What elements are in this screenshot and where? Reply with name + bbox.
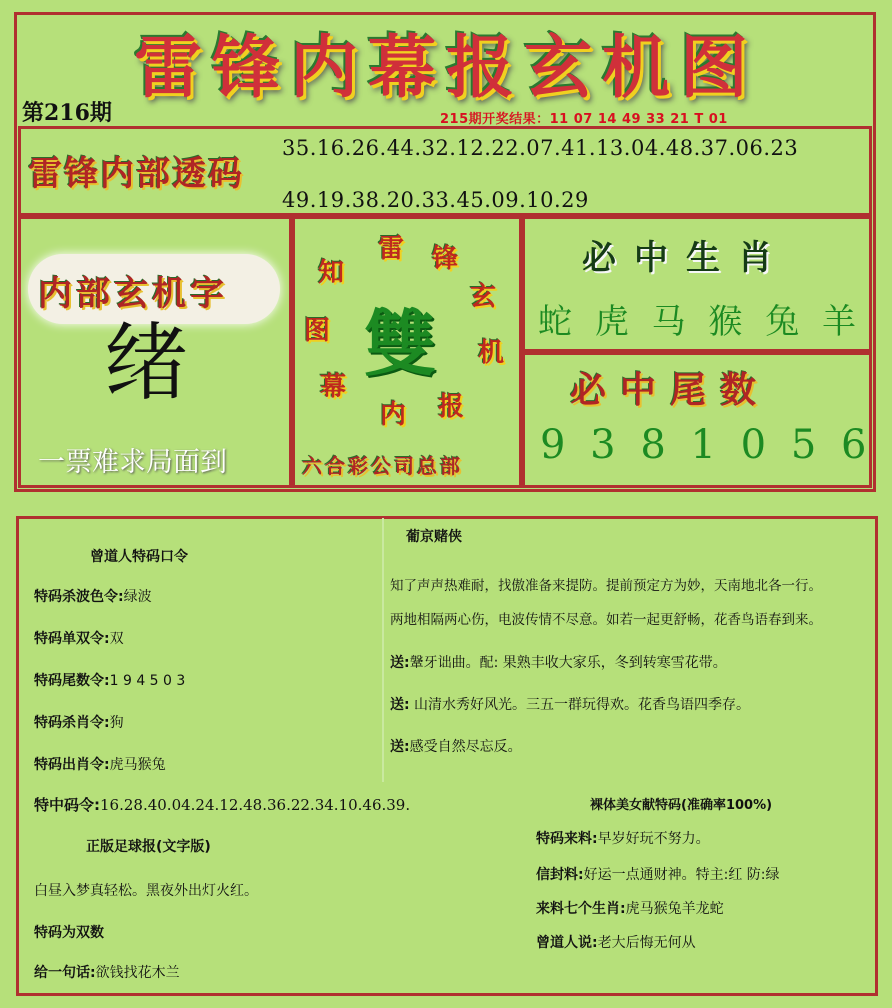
zodiac-values: 蛇 虎 马 猴 兔 羊 <box>538 302 863 342</box>
row-value: 狗 <box>109 715 124 731</box>
football-line: 白昼入梦真轻松。黑夜外出灯火红。 <box>34 883 258 899</box>
row-key: 送: <box>390 697 410 713</box>
left-row <box>34 754 166 774</box>
send-line-3 <box>390 736 522 756</box>
row-key: 送: <box>390 655 410 671</box>
row-key: 特中码令: <box>34 796 100 814</box>
code-row-label: 雷锋内部透码 <box>28 154 244 194</box>
beauty-row <box>536 864 780 884</box>
left-panel-character: 绪 <box>104 314 189 412</box>
code-line-1: 35.16.26.44.32.12.22.07.41.13.04.48.37.06.23 <box>282 136 799 160</box>
code-line-2: 49.19.38.20.33.45.09.10.29 <box>282 188 589 212</box>
right-title: 葡京赌侠 <box>406 529 462 545</box>
ring-char: 报 <box>438 392 465 422</box>
tail-label: 必中尾数 <box>570 369 771 411</box>
poem-line-1: 知了声声热难耐，找傲准备来提防。提前预定方为妙，天南地北各一行。 <box>390 578 822 594</box>
page-title: 雷锋内幕报玄机图 <box>133 28 758 108</box>
row-key: 曾道人说: <box>536 935 598 951</box>
center-character: 雙 <box>364 301 437 386</box>
row-value: 老大后悔无何从 <box>597 935 696 951</box>
beauty-row <box>536 828 710 848</box>
ring-char: 机 <box>478 338 505 368</box>
row-key: 来料七个生肖: <box>536 901 626 917</box>
row-value: 早岁好玩不努力。 <box>597 831 710 847</box>
left-row <box>34 628 124 648</box>
beauty-title: 裸体美女献特码(准确率100%) <box>590 798 773 813</box>
row-value: 虎马猴兔 <box>109 757 166 773</box>
row-key: 特码杀波色令: <box>34 589 124 605</box>
row-key: 特码单双令: <box>34 631 110 647</box>
row-value: 双 <box>109 631 124 647</box>
poem-line-2: 两地相隔两心伤，电波传情不尽意。如若一起更舒畅，花香鸟语春到来。 <box>390 612 822 628</box>
row-value: 欲钱找花木兰 <box>95 965 180 981</box>
row-key: 特码尾数令: <box>34 673 110 689</box>
beauty-row <box>536 898 724 918</box>
row-key: 特码来料: <box>536 831 598 847</box>
left-panel-label: 内部玄机字 <box>38 274 228 314</box>
tail-values: 9 3 8 1 0 5 6 <box>540 422 873 468</box>
left-row <box>34 794 410 815</box>
left-row <box>34 586 152 606</box>
ring-char: 玄 <box>470 282 497 312</box>
row-value: 感受自然尽忘反。 <box>409 739 522 755</box>
ring-char: 内 <box>380 400 407 430</box>
left-panel-phrase: 一票难求局面到 <box>38 447 227 478</box>
row-key: 给一句话: <box>34 965 96 981</box>
ring-char: 幕 <box>320 372 347 402</box>
center-footer: 六合彩公司总部 <box>302 454 463 478</box>
row-key: 信封料: <box>536 867 584 883</box>
ring-char: 知 <box>318 258 345 288</box>
row-value: 1 9 4 5 0 3 <box>109 673 186 689</box>
football-saying <box>34 962 180 982</box>
ring-char: 图 <box>304 316 331 346</box>
ring-char: 锋 <box>432 244 459 274</box>
previous-result: 215期开奖结果：11 07 14 49 33 21 T 01 <box>440 112 728 127</box>
row-value: 16.28.40.04.24.12.48.36.22.34.10.46.39. <box>100 796 411 814</box>
send-line-1 <box>390 652 727 672</box>
row-key: 送: <box>390 739 410 755</box>
send-line-2 <box>390 694 750 714</box>
football-bold: 特码为双数 <box>34 925 104 941</box>
issue-number: 第216期 <box>22 100 112 126</box>
left-row <box>34 670 185 690</box>
row-value: 鞶牙诎曲。配: 果熟丰收大家乐，冬到转寒雪花带。 <box>409 655 727 671</box>
football-title: 正版足球报(文字版) <box>86 839 211 855</box>
zodiac-label: 必中生肖 <box>582 238 790 278</box>
row-value: 山清水秀好风光。三五一群玩得欢。花香鸟语四季存。 <box>409 697 751 713</box>
row-key: 特码杀肖令: <box>34 715 110 731</box>
beauty-row <box>536 932 696 952</box>
row-value: 虎马猴兔羊龙蛇 <box>625 901 724 917</box>
left-row <box>34 712 124 732</box>
ring-char: 雷 <box>378 234 405 264</box>
row-key: 特码出肖令: <box>34 757 110 773</box>
lower-divider <box>382 518 384 782</box>
row-value: 好运一点通财神。特主:红 防:绿 <box>583 867 780 883</box>
left-title: 曾道人特码口令 <box>90 549 188 565</box>
row-value: 绿波 <box>123 589 152 605</box>
